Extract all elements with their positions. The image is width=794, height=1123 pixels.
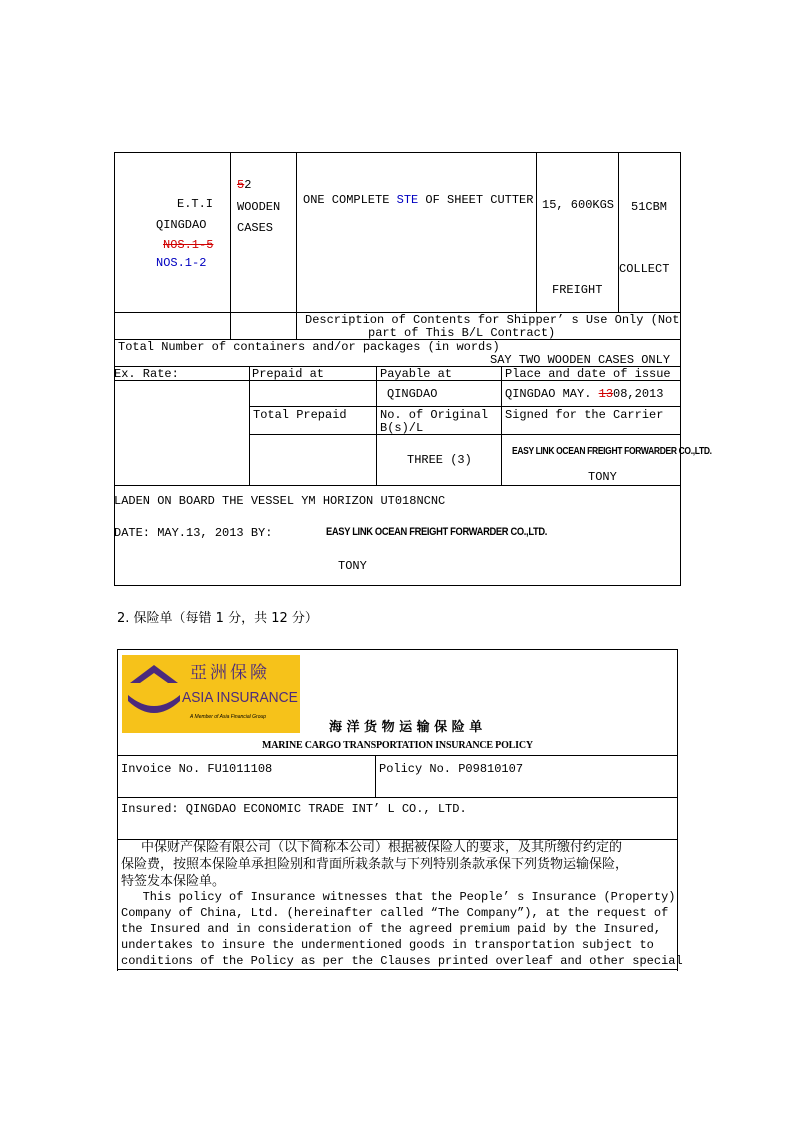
laden-on-board: LADEN ON BOARD THE VESSEL YM HORIZON UT018NCNC [114,494,446,508]
package-count [237,178,251,192]
policy-text-cn-1-content: 中保财产保险有限公司（以下简称本公司）根据被保险人的要求，及其所缴付约定的 [141,840,623,855]
policy-text-en-5: conditions of the Policy as per the Clauses printed overleaf and other special [121,954,683,968]
divider [296,152,297,339]
policy-text-cn-2: 保险费，按照本保险单承担险别和背面所栽条款与下列特别条款承保下列货物运输保险， [121,857,629,872]
laden-signature-stamp: EASY LINK OCEAN FREIGHT FORWARDER CO.,LTD. [326,526,548,538]
desc-prefix: ONE COMPLETE [303,193,397,207]
logo-text-en: ASIA INSURANCE [182,689,298,706]
total-packages-value: SAY TWO WOODEN CASES ONLY [490,353,671,367]
package-count-struck: 5 [237,178,245,192]
total-prepaid-label: Total Prepaid [253,408,347,422]
ex-rate-label: Ex. Rate: [114,367,179,381]
carrier-signatory: TONY [588,470,617,484]
policy-text-en-4: undertakes to insure the undermentioned goods in transportation subject to [121,938,654,952]
prepaid-at-label: Prepaid at [252,367,325,381]
signed-for-carrier-label: Signed for the Carrier [505,408,664,422]
laden-date-by: DATE: MAY.13, 2013 BY: [114,526,273,540]
divider [114,485,681,486]
policy-number: Policy No. P09810107 [379,762,524,776]
contents-note-2: part of This B/L Contract) [368,326,556,340]
divider [249,366,250,485]
package-type-2: CASES [237,221,274,235]
divider [376,366,377,485]
logo-tagline: A Member of Asia Financial Group [190,714,267,720]
policy-text-en-2: Company of China, Ltd. (hereinafter called “The Company”), at the request of [121,906,669,920]
desc-suffix: OF SHEET CUTTER [418,193,534,207]
measurement: 51CBM [631,200,668,214]
place-date-prefix: QINGDAO MAY. [505,387,599,401]
goods-description [303,193,533,207]
desc-corrected-word: STE [396,193,419,207]
divider [249,434,681,435]
place-date-struck: 13 [598,387,614,401]
invoice-number: Invoice No. FU1011108 [121,762,273,776]
divider [117,969,678,970]
divider [249,406,681,407]
divider [536,152,537,312]
contents-note-1: Description of Contents for Shipper’ s Use Only (Not [305,313,680,327]
marks-correct: NOS.1-2 [156,256,207,270]
original-bl-count: THREE (3) [407,453,472,467]
asia-insurance-logo [122,655,300,733]
package-count-value: 2 [244,178,252,192]
marks-line-2: QINGDAO [156,218,207,232]
section-heading: 2. 保险单（每错 1 分，共 12 分） [117,611,318,626]
policy-text-en-1: This policy of Insurance witnesses that the People’ s Insurance (Property) [121,890,676,904]
place-date-suffix: 08,2013 [613,387,664,401]
divider [117,797,678,798]
marks-line-1: E.T.I [177,197,214,211]
package-type-1: WOODEN [237,200,281,214]
total-packages-label: Total Number of containers and/or packages (in words) [118,340,500,354]
carrier-signature-stamp: EASY LINK OCEAN FREIGHT FORWARDER CO.,LTD. [512,446,712,457]
policy-text-cn-1 [121,840,673,856]
divider [117,755,678,756]
payable-at-label: Payable at [380,367,453,381]
divider [501,366,502,485]
divider [618,152,619,312]
freight-label: FREIGHT [552,283,603,297]
payable-at-value: QINGDAO [387,387,438,401]
logo-text-cn: 亞洲保險 [190,663,270,683]
gross-weight: 15, 600KGS [542,198,615,212]
freight-value: COLLECT [619,262,670,276]
divider [230,152,231,339]
place-date-label: Place and date of issue [505,367,671,381]
original-bl-label-2: B(s)/L [380,421,424,435]
place-date-value [505,387,663,401]
divider [375,755,376,797]
policy-text-en-3: the Insured and in consideration of the agreed premium paid by the Insured, [121,922,662,936]
laden-signatory: TONY [338,559,367,573]
policy-text-cn-3: 特签发本保险单。 [121,874,226,889]
insured-party: Insured: QINGDAO ECONOMIC TRADE INT’ L CO., LTD. [121,802,467,816]
marks-struck: NOS.1-5 [163,238,214,252]
policy-title-cn: 海 洋 货 物 运 输 保 险 单 [329,720,483,735]
policy-title-en: MARINE CARGO TRANSPORTATION INSURANCE POLICY [262,740,533,751]
original-bl-label-1: No. of Original [380,408,489,422]
